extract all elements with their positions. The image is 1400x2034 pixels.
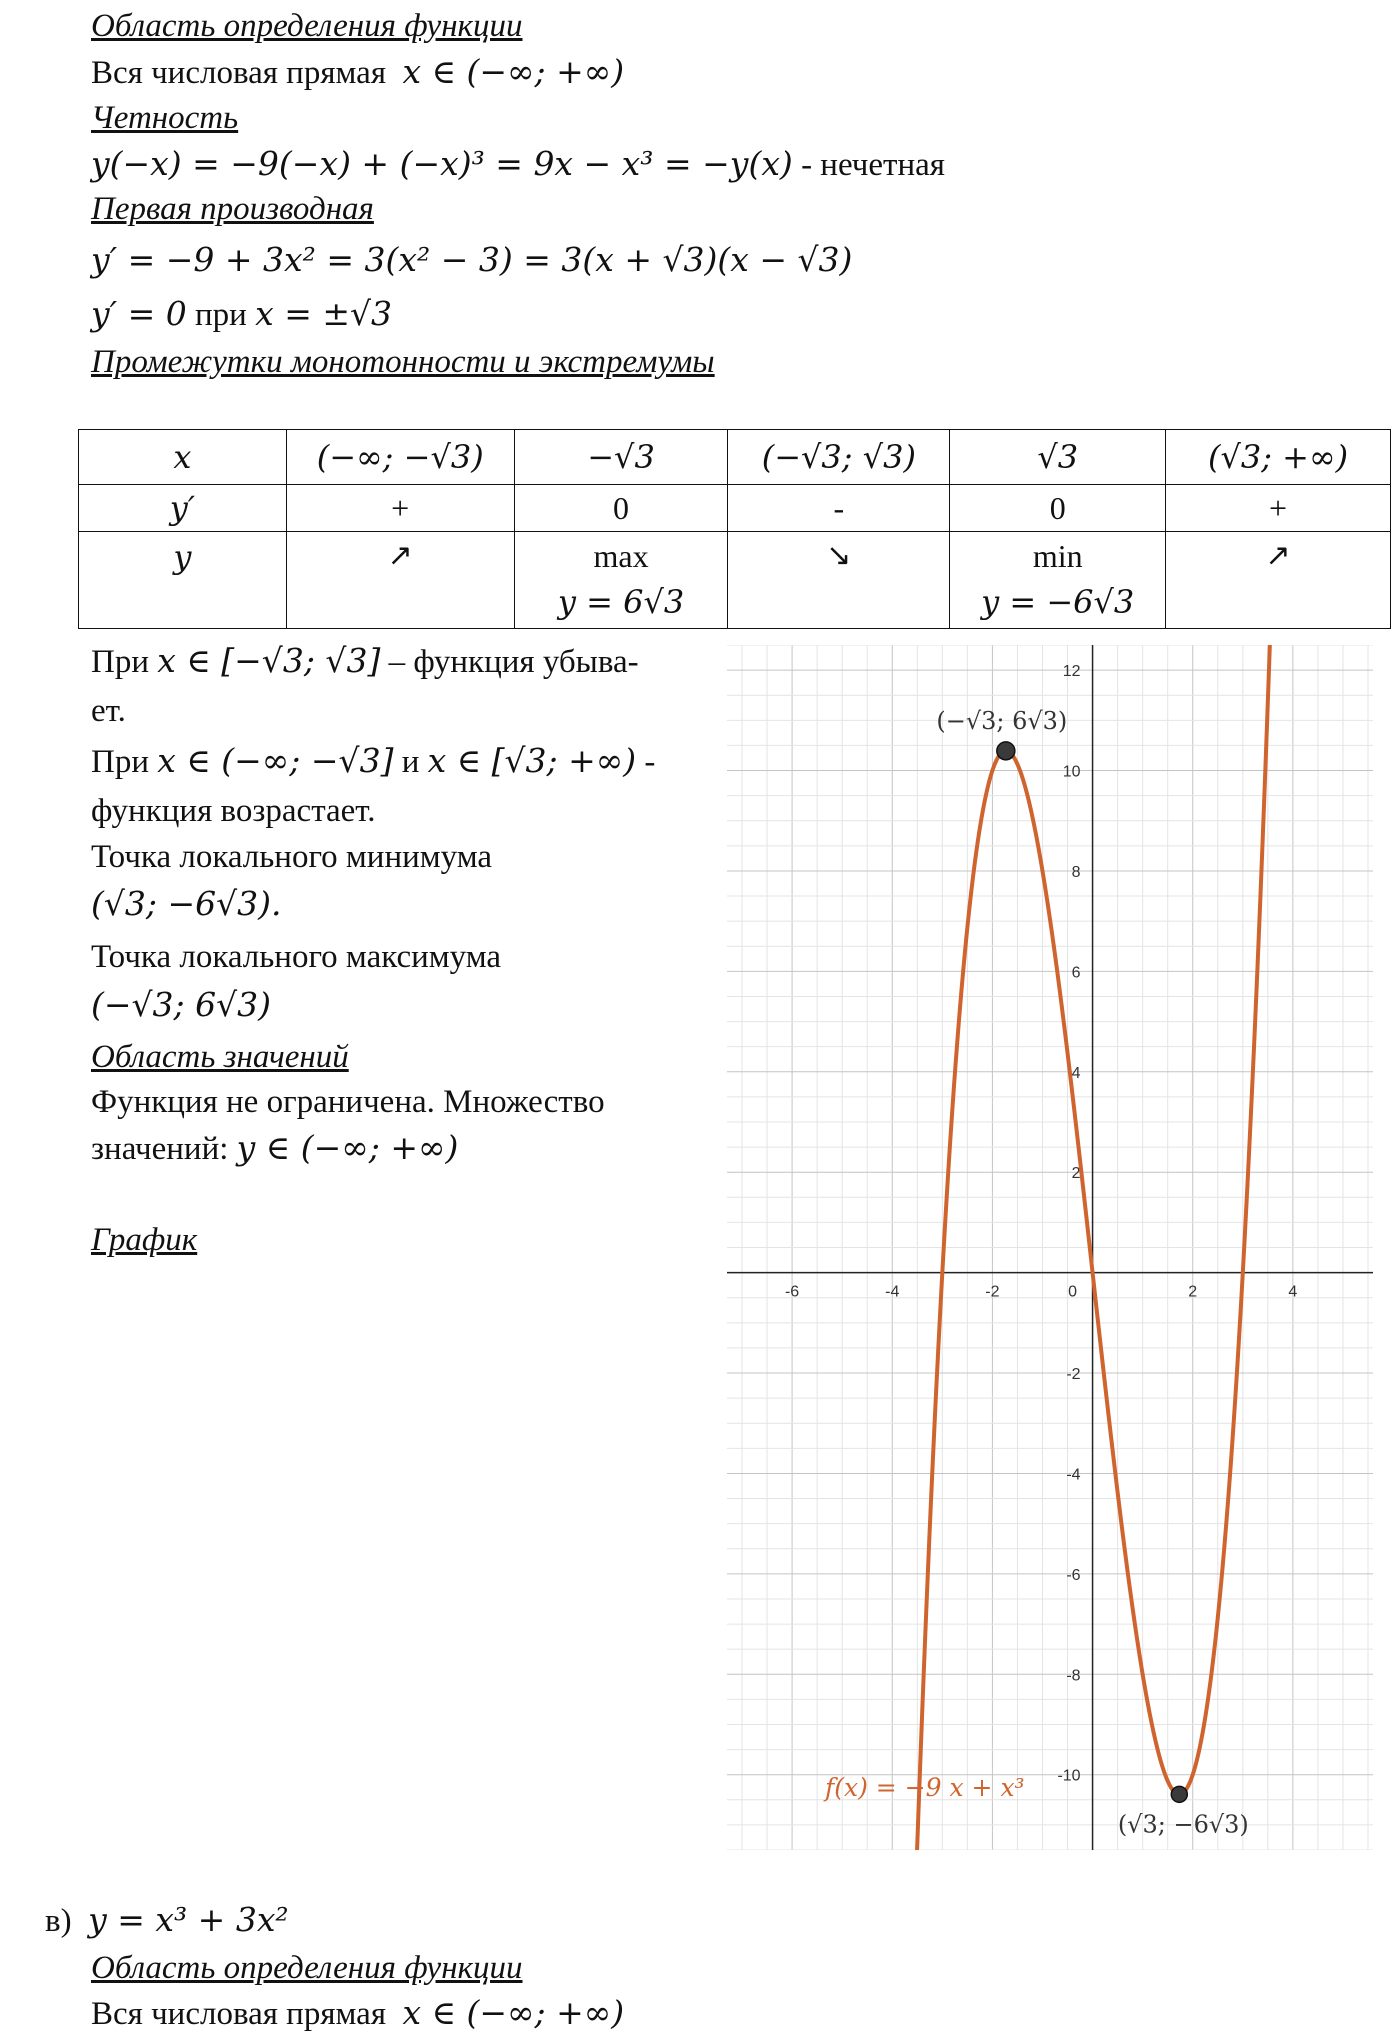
derivative-math: y′ = −9 + 3x² = 3(x² − 3) = 3(x + √3)(x − √3): [91, 240, 853, 279]
table-cell: −√3: [514, 430, 728, 485]
y-tick-label: 10: [1062, 763, 1081, 781]
derivative-zero-math: y′ = 0: [91, 294, 187, 333]
increasing-math-2: x ∈ [√3; +∞): [427, 741, 637, 780]
increasing-line-2: функция возрастает.: [91, 793, 376, 829]
range-heading: Область значений: [91, 1039, 349, 1075]
y-tick-label: -2: [1066, 1366, 1081, 1384]
range-text-2a: значений:: [91, 1131, 229, 1167]
y-tick-label: -10: [1057, 1767, 1081, 1785]
table-cell: x: [79, 430, 287, 485]
increasing-and: и: [401, 744, 420, 780]
function-label: f(x) = −9 x + x³: [825, 1773, 1025, 1802]
x-tick-label: 4: [1288, 1283, 1298, 1301]
table-cell: -: [728, 485, 950, 532]
y-tick-label: 4: [1071, 1064, 1081, 1082]
x-tick-label: 0: [1068, 1283, 1078, 1301]
y-tick-label: 8: [1071, 863, 1081, 881]
table-cell: [79, 532, 287, 629]
extremum-label-max: max: [593, 538, 649, 574]
table-cell: 0: [950, 485, 1166, 532]
table-cell: (−∞; −√3): [286, 430, 514, 485]
table-cell: +: [1166, 485, 1391, 532]
derivative-zero-text: при: [195, 297, 247, 333]
increasing-math-1: x ∈ (−∞; −√3]: [157, 741, 394, 780]
domain-heading: Область определения функции: [91, 8, 523, 44]
table-cell: +: [286, 485, 514, 532]
table-row-x: [79, 430, 1391, 485]
next-item-line: [45, 1900, 289, 1941]
max-point: (−√3; 6√3): [91, 985, 272, 1024]
function-graph: [727, 645, 1373, 1850]
next-domain-math: x ∈ (−∞; +∞): [402, 1993, 625, 2032]
parity-math: y(−x) = −9(−x) + (−x)³ = 9x − x³ = −y(x): [91, 144, 793, 183]
y-tick-label: -6: [1066, 1566, 1081, 1584]
table-cell: (−√3; √3): [728, 430, 950, 485]
parity-text: - нечетная: [801, 147, 945, 183]
domain-line: [91, 52, 624, 93]
x-tick-label: -2: [985, 1283, 1000, 1301]
y-tick-label: 6: [1071, 964, 1081, 982]
decreasing-line-2: ет.: [91, 693, 126, 729]
x-tick-label: -4: [885, 1283, 900, 1301]
decreasing-text-b: – функция убыва-: [388, 644, 639, 680]
extremum-value-max: y = 6√3: [557, 583, 685, 621]
graph-heading: График: [91, 1222, 198, 1258]
table-cell: [728, 532, 950, 629]
monotonicity-table: [78, 429, 1391, 629]
decreasing-line-1: [91, 641, 639, 682]
grid: [727, 645, 1373, 1850]
next-item-marker: в): [45, 1903, 72, 1939]
table-cell: [1166, 532, 1391, 629]
table-cell: [950, 532, 1166, 629]
table-cell-label: y: [173, 538, 192, 576]
y-tick-label: -4: [1066, 1466, 1081, 1484]
extremum-point-label: (−√3; 6√3): [936, 706, 1068, 735]
x-tick-label: 2: [1188, 1283, 1198, 1301]
table-cell: y′: [79, 485, 287, 532]
table-cell: [514, 532, 728, 629]
increasing-arrow-icon: ↗: [1265, 538, 1291, 573]
table-row-y: [79, 532, 1391, 629]
domain-text: Вся числовая прямая: [91, 55, 387, 91]
next-domain-heading: Область определения функции: [91, 1950, 523, 1986]
table-cell: √3: [950, 430, 1166, 485]
min-text: Точка локального минимума: [91, 839, 493, 875]
range-text-1: Функция не ограничена. Множество: [91, 1084, 605, 1120]
parity-heading: Четность: [91, 100, 239, 136]
increasing-dash: -: [644, 744, 656, 780]
next-domain-text: Вся числовая прямая: [91, 1996, 387, 2032]
x-tick-label: -6: [784, 1283, 800, 1301]
tick-labels: [785, 663, 1297, 1785]
table-cell: [286, 532, 514, 629]
y-tick-label: 2: [1071, 1165, 1081, 1183]
monotonicity-heading: Промежутки монотонности и экстремумы: [91, 344, 715, 380]
y-tick-label: 12: [1062, 663, 1081, 681]
table-cell: 0: [514, 485, 728, 532]
decreasing-arrow-icon: ↘: [826, 538, 852, 573]
derivative-line: [91, 240, 852, 281]
increasing-arrow-icon: ↗: [387, 538, 413, 573]
range-math: y ∈ (−∞; +∞): [236, 1128, 459, 1167]
decreasing-math: x ∈ [−√3; √3]: [157, 641, 381, 680]
next-domain-line: [91, 1993, 624, 2034]
min-point: (√3; −6√3).: [91, 884, 282, 923]
extremum-point: [1171, 1786, 1187, 1802]
increasing-line-1: [91, 741, 655, 782]
table-row-derivative: [79, 485, 1391, 532]
extremum-value-min: y = −6√3: [981, 583, 1135, 621]
increasing-text-a: При: [91, 744, 149, 780]
y-tick-label: -8: [1066, 1667, 1081, 1685]
table-cell: (√3; +∞): [1166, 430, 1391, 485]
domain-math: x ∈ (−∞; +∞): [402, 52, 625, 91]
parity-line: [91, 144, 945, 185]
decreasing-text-a: При: [91, 644, 149, 680]
derivative-heading: Первая производная: [91, 191, 374, 227]
next-item-math: y = x³ + 3x²: [88, 1900, 289, 1939]
max-text: Точка локального максимума: [91, 939, 502, 975]
derivative-zero-line: [91, 294, 392, 335]
derivative-zero-x: x = ±√3: [255, 294, 393, 333]
extremum-point: [997, 742, 1015, 760]
range-text-2: [91, 1128, 458, 1169]
extremum-label-min: min: [1032, 538, 1083, 574]
extremum-point-label: (√3; −6√3): [1117, 1810, 1249, 1839]
